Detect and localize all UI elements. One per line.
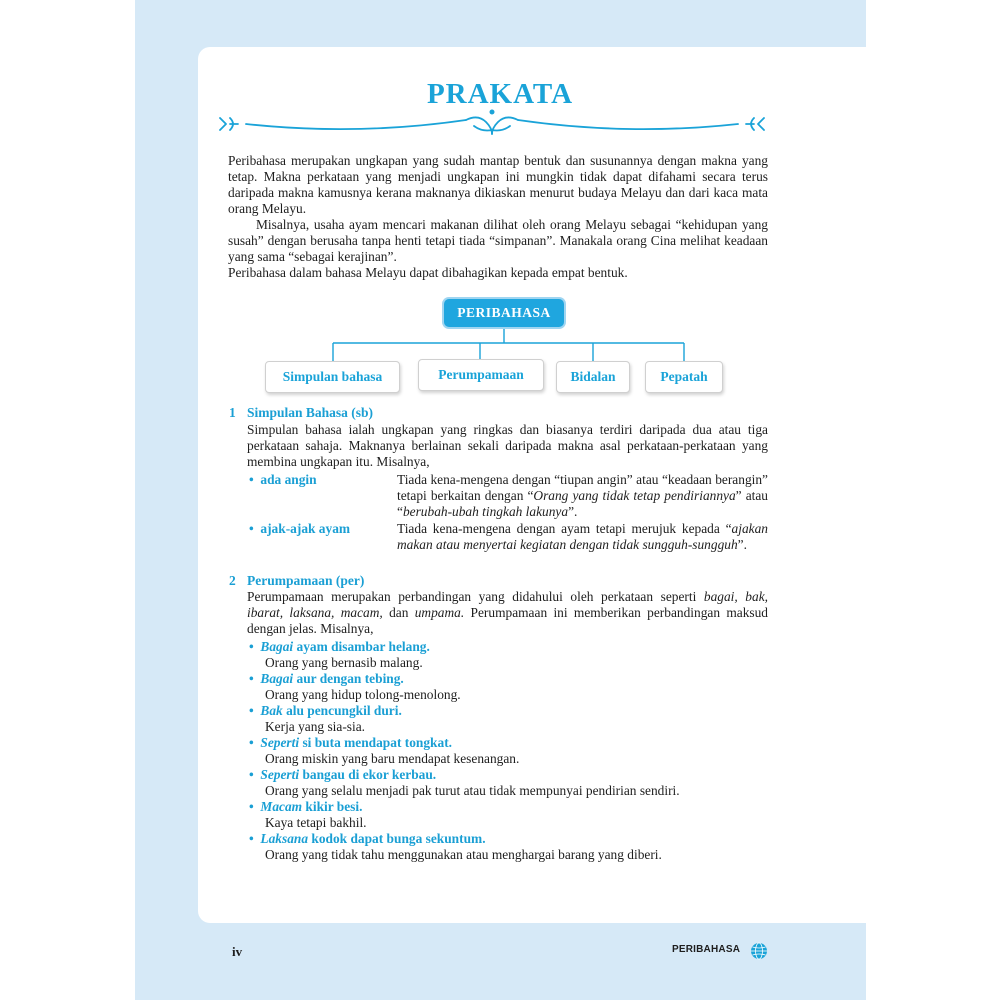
example-rest: aur dengan tebing. <box>293 671 404 686</box>
intro-text <box>228 153 768 281</box>
def-italic: ajakan makan atau menyertai kegiatan dengan tidak sungguh-sungguh <box>397 521 768 552</box>
example-title <box>249 767 768 783</box>
list-item <box>249 671 768 703</box>
body-italic: umpama. <box>414 605 465 620</box>
term-ada-angin <box>249 472 317 488</box>
example-meaning: Orang yang tidak tahu menggunakan atau menghargai barang yang diberi. <box>265 847 662 862</box>
example-rest: kodok dapat bunga sekuntum. <box>308 831 486 846</box>
example-lead: Seperti <box>260 767 300 782</box>
bullet-icon: • <box>249 639 254 654</box>
term-definition-ada-angin <box>397 472 768 520</box>
example-meaning: Orang miskin yang baru mendapat kesenangan. <box>265 751 520 766</box>
term-row-ajak-ajak-ayam <box>249 521 768 553</box>
section-1-number: 1 <box>229 405 236 420</box>
body-text: Perumpamaan ini memberikan perbandingan maksud dengan jelas. Misalnya, <box>247 605 769 636</box>
intro-paragraph-2: Misalnya, usaha ayam mencari makanan dilihat oleh orang Melayu sebagai “kehidupan yang susah” dengan berusaha tanpa henti tetapi tiada “simpanan”. Manakala orang Cina melihat keadaan yang sama “sebagai kerajinan”. <box>228 217 768 264</box>
def-text: ” atau “ <box>397 488 768 519</box>
def-text: Tiada kena-mengena dengan “tiupan angin” atau “keadaan berangin” tetapi berkaitan dengan “ <box>397 472 768 503</box>
def-text: Tiada kena-mengena dengan ayam tetapi merujuk kepada “ <box>397 521 732 536</box>
diagram-node-pepatah: Pepatah <box>645 361 723 393</box>
bullet-icon: • <box>249 671 254 686</box>
example-title <box>249 671 768 687</box>
def-text: ”. <box>737 537 747 552</box>
example-lead: Seperti <box>260 735 300 750</box>
example-list <box>249 639 768 863</box>
example-lead: Bagai <box>260 671 294 686</box>
section-2-title: Perumpamaan (per) <box>247 573 365 588</box>
example-meaning: Kaya tetapi bakhil. <box>265 815 367 830</box>
example-title <box>249 799 768 815</box>
diagram-node-perumpamaan: Perumpamaan <box>418 359 544 391</box>
intro-paragraph-3: Peribahasa dalam bahasa Melayu dapat dibahagikan kepada empat bentuk. <box>228 265 628 280</box>
example-meaning: Kerja yang sia-sia. <box>265 719 366 734</box>
example-title <box>249 703 768 719</box>
bullet-icon: • <box>249 521 254 536</box>
bullet-icon: • <box>249 735 254 750</box>
body-text: Perumpamaan merupakan perbandingan yang didahului oleh perkataan seperti <box>247 589 704 604</box>
example-rest: alu pencungkil duri. <box>282 703 402 718</box>
diagram-node-simpulan-bahasa: Simpulan bahasa <box>265 361 400 393</box>
bullet-icon: • <box>249 831 254 846</box>
bullet-icon: • <box>249 767 254 782</box>
bullet-icon: • <box>249 472 254 487</box>
example-meaning: Orang yang selalu menjadi pak turut atau tidak mempunyai pendirian sendiri. <box>265 783 680 798</box>
example-rest: bangau di ekor kerbau. <box>299 767 437 782</box>
example-lead: Laksana <box>260 831 309 846</box>
globe-icon <box>750 942 768 960</box>
page-number: iv <box>232 944 243 959</box>
example-lead: Bagai <box>260 639 294 654</box>
section-1-body <box>247 422 768 470</box>
section-2-text <box>247 589 768 637</box>
title-ornament-icon <box>216 104 768 140</box>
def-text: ”. <box>568 504 578 519</box>
term-label: ada angin <box>260 472 317 487</box>
list-item <box>249 831 768 863</box>
term-ajak-ajak-ayam <box>249 521 350 537</box>
term-row-ada-angin <box>249 472 768 520</box>
diagram-root-peribahasa: PERIBAHASA <box>444 299 564 327</box>
list-item <box>249 639 768 671</box>
term-label: ajak-ajak ayam <box>260 521 351 536</box>
section-2-number: 2 <box>229 573 236 588</box>
example-lead: Macam <box>260 799 303 814</box>
bullet-icon: • <box>249 703 254 718</box>
diagram-node-bidalan: Bidalan <box>556 361 630 393</box>
example-meaning: Orang yang hidup tolong-menolong. <box>265 687 461 702</box>
footer-book-title: PERIBAHASA <box>672 944 741 955</box>
page-title: PRAKATA <box>426 78 574 110</box>
def-italic: Orang yang tidak tetap pendiriannya <box>533 488 736 503</box>
section-1-title: Simpulan Bahasa (sb) <box>247 405 374 420</box>
body-text: dan <box>382 605 415 620</box>
list-item <box>249 703 768 735</box>
example-lead: Bak <box>260 703 283 718</box>
example-title <box>249 735 768 751</box>
example-rest: si buta mendapat tongkat. <box>299 735 453 750</box>
section-1-text: Simpulan bahasa ialah ungkapan yang ringkas dan biasanya terdiri daripada dua atau tiga perkataan sahaja. Maknanya berlainan sekali daripada makna asal perkataan-perkataan yang membina ungkapan itu. Misalnya, <box>247 422 768 469</box>
example-rest: kikir besi. <box>302 799 363 814</box>
example-title <box>249 831 768 847</box>
example-meaning: Orang yang bernasib malang. <box>265 655 423 670</box>
list-item <box>249 767 768 799</box>
bullet-icon: • <box>249 799 254 814</box>
intro-paragraph-1: Peribahasa merupakan ungkapan yang sudah mantap bentuk dan susunannya dengan makna yang tetap. Makna perkataan yang menjadi ungkapan ini mungkin tidak dapat difahami secara terus daripada makna kamusnya kerana maknanya dikiaskan menurut budaya Melayu dan dari kaca mata orang Melayu. <box>228 153 768 216</box>
term-definition-ajak-ajak-ayam <box>397 521 768 553</box>
section-2-body <box>247 589 768 637</box>
def-italic: berubah-ubah tingkah lakunya <box>402 504 569 519</box>
list-item <box>249 735 768 767</box>
body-italic: bagai, bak, ibarat, laksana, macam, <box>247 589 768 620</box>
example-rest: ayam disambar helang. <box>293 639 430 654</box>
example-title <box>249 639 768 655</box>
list-item <box>249 799 768 831</box>
